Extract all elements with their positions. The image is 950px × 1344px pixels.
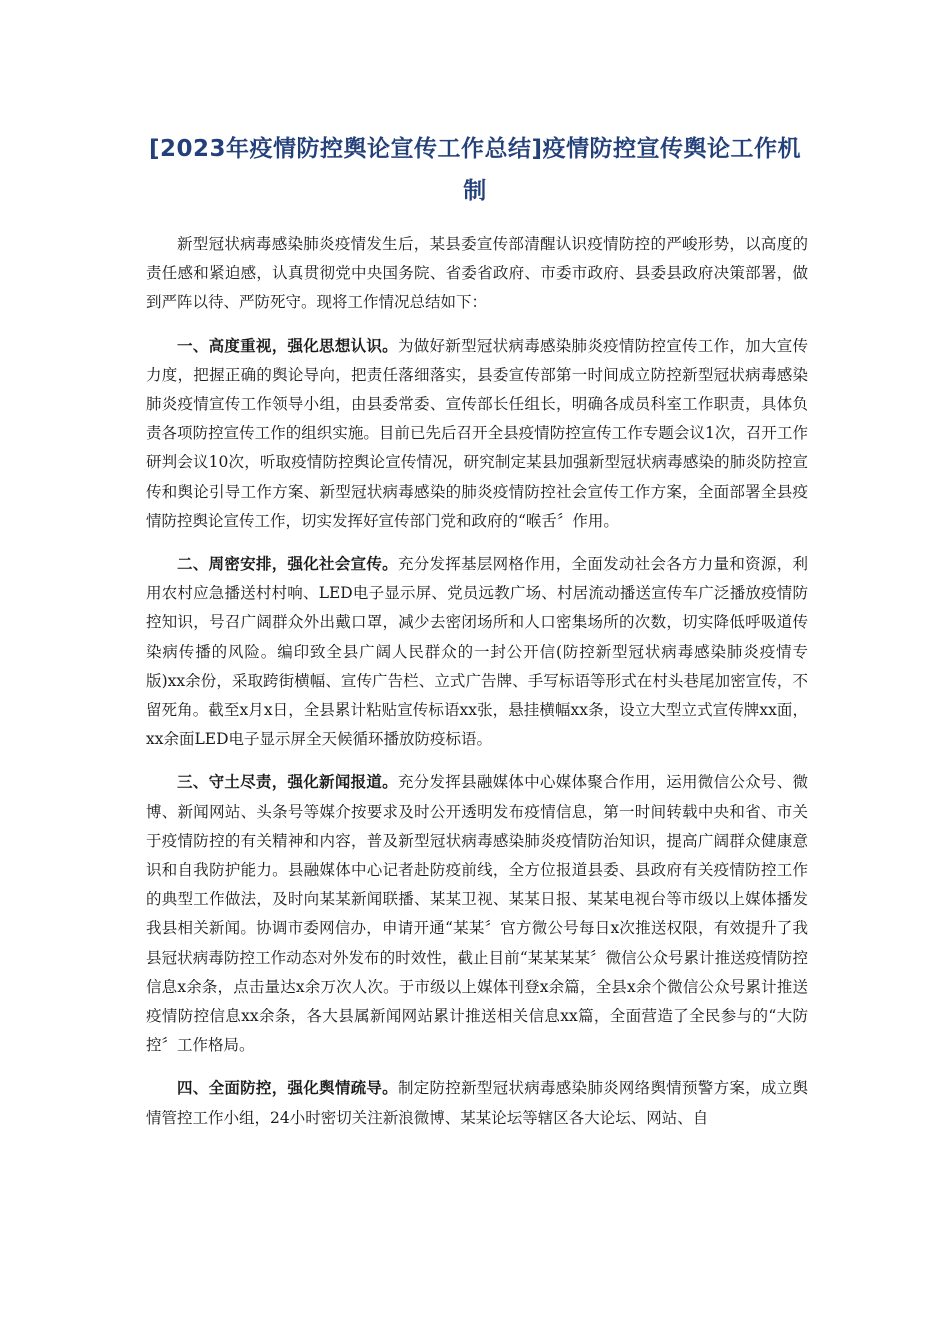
paragraph-intro <box>146 230 808 318</box>
document-title: [2023年疫情防控舆论宣传工作总结]疫情防控宣传舆论工作机制 <box>148 136 802 204</box>
paragraph-text: 新型冠状病毒感染肺炎疫情发生后，某县委宣传部清醒认识疫情防控的严峻形势，以高度的责任感和紧迫感，认真贯彻党中央国务院、省委省政府、市委市政府、县委县政府决策部署，做到严阵以待、严防死守。现将工作情况总结如下： <box>146 235 808 312</box>
paragraph-text: 为做好新型冠状病毒感染肺炎疫情防控宣传工作，加大宣传力度，把握正确的舆论导向，把责任落细落实，县委宣传部第一时间成立防控新型冠状病毒感染肺炎疫情宣传工作领导小组，由县委常委、宣传部长任组长，明确各成员科室工作职责，具体负责各项防控宣传工作的组织实施。目前已先后召开全县疫情防控宣传工作专题会议1次，召开工作研判会议10次，听取疫情防控舆论宣传情况，研究制定某县加强新型冠状病毒感染的肺炎防控宣传和舆论引导工作方案、新型冠状病毒感染的肺炎疫情防控社会宣传工作方案，全面部署全县疫情防控舆论宣传工作，切实发挥好宣传部门党和政府的“喉舌〞作用。 <box>146 336 808 530</box>
paragraph-heading: 四、全面防控，强化舆情疏导。 <box>177 1079 398 1098</box>
paragraph-heading: 二、周密安排，强化社会宣传。 <box>177 555 398 574</box>
paragraph-section-3 <box>146 768 808 1060</box>
paragraph-text: 制定防控新型冠状病毒感染肺炎网络舆情预警方案，成立舆情管控工作小组，24小时密切关注新浪微博、某某论坛等辖区各大论坛、网站、自 <box>146 1079 808 1127</box>
paragraph-text: 充分发挥基层网格作用，全面发动社会各方力量和资源，利用农村应急播送村村响、LED电子显示屏、党员远教广场、村居流动播送宣传车广泛播放疫情防控知识，号召广阔群众外出戴口罩，减少去密闭场所和人口密集场所的次数，切实降低呼吸道传染病传播的风险。编印致全县广阔人民群众的一封公开信(防控新型冠状病毒感染肺炎疫情专版)xx余份，采取跨街横幅、宣传广告栏、立式广告牌、手写标语等形式在村头巷尾加密宣传，不留死角。截至x月x日，全县累计粘贴宣传标语xx张，悬挂横幅xx条，设立大型立式宣传牌xx面，xx余面LED电子显示屏全天候循环播放防疫标语。 <box>146 555 808 749</box>
paragraph-heading: 一、高度重视，强化思想认识。 <box>177 336 398 355</box>
paragraph-section-4 <box>146 1074 808 1132</box>
paragraph-heading: 三、守土尽责，强化新闻报道。 <box>177 773 398 792</box>
paragraph-section-2 <box>146 550 808 754</box>
paragraph-text: 充分发挥县融媒体中心媒体聚合作用，运用微信公众号、微博、新闻网站、头条号等媒介按要求及时公开透明发布疫情信息，第一时间转载中央和省、市关于疫情防控的有关精神和内容，普及新型冠状病毒感染肺炎疫情防治知识，提高广阔群众健康意识和自我防护能力。县融媒体中心记者赴防疫前线，全方位报道县委、县政府有关疫情防控工作的典型工作做法，及时向某某新闻联播、某某卫视、某某日报、某某电视台等市级以上媒体播发我县相关新闻。协调市委网信办，申请开通“某某〞官方微公号每日x次推送权限，有效提升了我县冠状病毒防控工作动态对外发布的时效性，截止目前“某某某某〞微信公众号累计推送疫情防控信息x余条，点击量达x余万次人次。于市级以上媒体刊登x余篇，全县x余个微信公众号累计推送疫情防控信息xx余条，各大县属新闻网站累计推送相关信息xx篇，全面营造了全民参与的“大防控〞工作格局。 <box>146 773 808 1055</box>
document-body <box>146 230 808 1147</box>
paragraph-section-1 <box>146 332 808 536</box>
